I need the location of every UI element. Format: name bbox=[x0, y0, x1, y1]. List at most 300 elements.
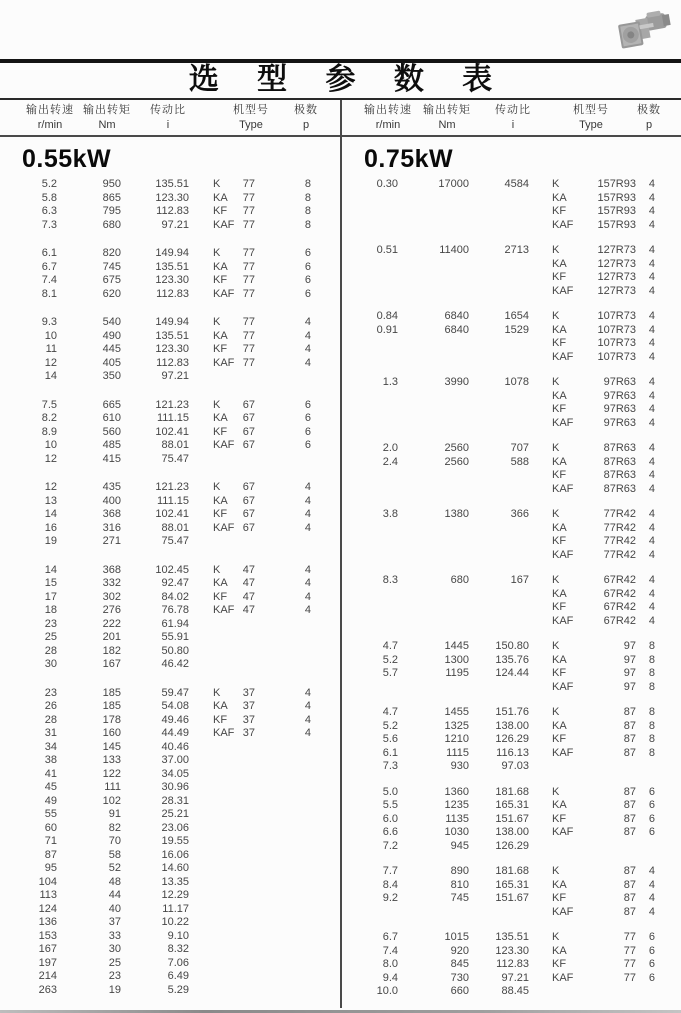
type-model-cell bbox=[239, 849, 255, 863]
poles-cell: 8 bbox=[648, 746, 655, 759]
torque-cell: 1015 bbox=[444, 931, 469, 943]
type-prefix-cell bbox=[189, 741, 239, 755]
speed-cell: 28 bbox=[44, 713, 57, 726]
table-row bbox=[342, 535, 681, 549]
table-row bbox=[342, 469, 681, 483]
poles-cell: 6 bbox=[304, 412, 311, 424]
speed-cell: 55 bbox=[44, 808, 57, 820]
speed-cell: 25 bbox=[44, 631, 57, 643]
poles-cell: 8 bbox=[648, 719, 655, 732]
poles-cell: 8 bbox=[648, 680, 655, 693]
ratio-cell: 135.51 bbox=[155, 178, 189, 190]
type-prefix-cell bbox=[189, 754, 239, 768]
table-row bbox=[0, 178, 340, 192]
speed-cell bbox=[342, 483, 398, 497]
poles-cell: 8 bbox=[648, 733, 655, 745]
type-model-cell: 67R42 bbox=[603, 574, 636, 586]
type-prefix-cell bbox=[189, 645, 239, 659]
row-group bbox=[342, 310, 681, 364]
speed-cell: 19 bbox=[44, 535, 57, 547]
table-row bbox=[0, 439, 340, 453]
torque-cell: 680 bbox=[450, 574, 469, 586]
torque-cell: 82 bbox=[108, 821, 121, 834]
torque-cell: 167 bbox=[102, 658, 121, 670]
torque-cell: 1235 bbox=[444, 799, 469, 811]
torque-cell bbox=[398, 549, 469, 563]
poles-cell: 4 bbox=[648, 244, 655, 256]
poles-cell: 4 bbox=[304, 604, 311, 616]
type-prefix-cell: K bbox=[552, 931, 560, 943]
poles-cell: 6 bbox=[304, 439, 311, 451]
speed-cell: 6.0 bbox=[382, 812, 398, 825]
ratio-cell bbox=[469, 906, 529, 920]
torque-cell: 182 bbox=[102, 644, 121, 657]
poles-cell bbox=[255, 889, 313, 903]
speed-cell: 7.3 bbox=[41, 218, 57, 231]
ratio-cell: 123.30 bbox=[495, 944, 529, 957]
ratio-cell: 97.03 bbox=[501, 760, 529, 772]
torque-cell bbox=[398, 615, 469, 629]
type-model-cell: 87 bbox=[623, 785, 636, 798]
header-torque: 输出转矩 Nm bbox=[423, 104, 471, 131]
type-model-cell: 77 bbox=[242, 356, 255, 369]
header-poles: 极数 p bbox=[294, 104, 318, 131]
poles-cell: 8 bbox=[304, 178, 311, 190]
poles-cell: 4 bbox=[648, 205, 655, 217]
torque-cell: 845 bbox=[450, 958, 469, 970]
ratio-cell: 75.47 bbox=[161, 452, 189, 465]
type-model-cell: 67 bbox=[242, 521, 255, 534]
poles-cell: 4 bbox=[648, 323, 655, 336]
speed-cell: 6.6 bbox=[382, 826, 398, 838]
table-row bbox=[342, 826, 681, 840]
speed-cell: 18 bbox=[44, 604, 57, 616]
speed-cell: 153 bbox=[38, 929, 57, 942]
torque-cell bbox=[398, 271, 469, 285]
speed-cell: 9.2 bbox=[382, 892, 398, 904]
table-row bbox=[0, 631, 340, 645]
ratio-cell: 2713 bbox=[504, 244, 529, 256]
poles-cell: 4 bbox=[648, 482, 655, 495]
speed-cell: 10.0 bbox=[376, 985, 398, 997]
torque-cell bbox=[398, 258, 469, 272]
type-prefix-cell bbox=[529, 840, 579, 854]
poles-cell bbox=[255, 370, 313, 384]
type-model-cell: 77 bbox=[242, 247, 255, 259]
table-row bbox=[342, 403, 681, 417]
table-row bbox=[0, 930, 340, 944]
type-prefix-cell: K bbox=[552, 178, 560, 190]
type-model-cell bbox=[239, 916, 255, 930]
poles-cell: 6 bbox=[648, 799, 655, 811]
ratio-cell: 23.06 bbox=[161, 821, 189, 834]
poles-cell: 8 bbox=[304, 191, 311, 204]
poles-cell: 4 bbox=[648, 284, 655, 297]
type-model-cell: 77R42 bbox=[603, 535, 636, 547]
type-prefix-cell: KF bbox=[213, 425, 228, 438]
table-row bbox=[342, 945, 681, 959]
poles-cell: 4 bbox=[648, 548, 655, 561]
type-prefix-cell bbox=[529, 760, 579, 774]
type-model-cell: 97 bbox=[623, 680, 636, 693]
type-prefix-cell bbox=[189, 889, 239, 903]
poles-cell bbox=[255, 535, 313, 549]
torque-cell: 1380 bbox=[444, 508, 469, 520]
speed-cell: 12 bbox=[44, 452, 57, 465]
ratio-cell: 121.23 bbox=[155, 481, 189, 493]
speed-cell: 8.3 bbox=[382, 574, 398, 586]
speed-cell: 5.2 bbox=[382, 719, 398, 732]
type-model-cell: 77 bbox=[242, 274, 255, 286]
ratio-cell: 181.68 bbox=[495, 865, 529, 877]
table-row bbox=[0, 343, 340, 357]
torque-cell: 11400 bbox=[439, 244, 469, 256]
torque-cell: 6840 bbox=[444, 323, 469, 336]
row-group bbox=[0, 564, 340, 672]
poles-cell bbox=[255, 781, 313, 795]
table-row bbox=[0, 795, 340, 809]
type-model-cell: 97R63 bbox=[603, 403, 636, 415]
ratio-cell: 28.31 bbox=[161, 794, 189, 807]
type-prefix-cell: KF bbox=[213, 713, 228, 726]
row-group bbox=[342, 931, 681, 999]
type-prefix-cell: KAF bbox=[213, 604, 235, 616]
ratio-cell: 30.96 bbox=[161, 781, 189, 793]
ratio-cell: 138.00 bbox=[495, 719, 529, 732]
type-prefix-cell: KA bbox=[552, 191, 567, 204]
speed-cell: 13 bbox=[44, 494, 57, 507]
header-poles: 极数 p bbox=[637, 104, 661, 131]
table-row bbox=[0, 564, 340, 578]
poles-cell: 4 bbox=[648, 601, 655, 613]
poles-cell: 4 bbox=[304, 343, 311, 355]
ratio-cell: 97.21 bbox=[161, 370, 189, 382]
table-row bbox=[342, 574, 681, 588]
torque-cell: 920 bbox=[450, 944, 469, 957]
torque-cell: 1445 bbox=[444, 640, 469, 652]
ratio-cell: 1654 bbox=[504, 310, 529, 322]
ratio-cell bbox=[469, 271, 529, 285]
type-model-cell: 97 bbox=[623, 640, 636, 652]
torque-cell: 133 bbox=[102, 754, 121, 766]
type-model-cell: 107R73 bbox=[597, 310, 636, 322]
type-prefix-cell: KA bbox=[552, 653, 567, 666]
type-prefix-cell: K bbox=[213, 178, 221, 190]
torque-cell: 675 bbox=[102, 274, 121, 286]
type-prefix-cell bbox=[189, 930, 239, 944]
ratio-cell: 151.67 bbox=[495, 892, 529, 904]
type-prefix-cell bbox=[189, 453, 239, 467]
torque-cell bbox=[398, 351, 469, 365]
table-row bbox=[0, 970, 340, 984]
table-row bbox=[0, 741, 340, 755]
ratio-cell bbox=[469, 403, 529, 417]
poles-cell: 4 bbox=[648, 310, 655, 322]
table-row bbox=[342, 549, 681, 563]
type-model-cell: 157R93 bbox=[597, 178, 636, 190]
type-model-cell: 87 bbox=[623, 826, 636, 838]
row-group bbox=[342, 640, 681, 694]
table-row bbox=[0, 943, 340, 957]
ratio-cell: 88.01 bbox=[161, 439, 189, 451]
torque-cell: 1210 bbox=[444, 733, 469, 745]
torque-cell: 435 bbox=[102, 481, 121, 493]
type-prefix-cell: KF bbox=[552, 892, 567, 904]
torque-cell: 2560 bbox=[444, 455, 469, 468]
ratio-cell: 75.47 bbox=[161, 535, 189, 547]
type-prefix-cell: KAF bbox=[552, 482, 574, 495]
type-prefix-cell: K bbox=[552, 508, 560, 520]
torque-cell: 445 bbox=[102, 343, 121, 355]
type-model-cell: 157R93 bbox=[597, 205, 636, 217]
ratio-cell: 46.42 bbox=[161, 658, 189, 670]
ratio-cell: 112.83 bbox=[156, 205, 189, 217]
speed-cell: 95 bbox=[44, 862, 57, 874]
speed-cell: 8.9 bbox=[41, 425, 57, 438]
speed-cell bbox=[342, 906, 398, 920]
poles-cell: 4 bbox=[648, 442, 655, 454]
row-group bbox=[342, 786, 681, 854]
type-model-cell: 47 bbox=[242, 604, 255, 616]
torque-cell: 40 bbox=[108, 902, 121, 915]
type-model-cell: 67R42 bbox=[603, 587, 636, 600]
torque-cell: 485 bbox=[102, 439, 121, 451]
type-model-cell bbox=[239, 822, 255, 836]
speed-cell bbox=[342, 219, 398, 233]
ratio-cell: 25.21 bbox=[161, 808, 189, 820]
ratio-cell: 102.41 bbox=[155, 425, 189, 438]
table-row bbox=[0, 876, 340, 890]
type-model-cell: 77 bbox=[623, 958, 636, 970]
ratio-cell bbox=[469, 219, 529, 233]
torque-cell: 810 bbox=[450, 878, 469, 891]
type-model-cell: 47 bbox=[242, 563, 255, 576]
type-prefix-cell: KAF bbox=[213, 521, 235, 534]
type-prefix-cell bbox=[189, 631, 239, 645]
table-row bbox=[342, 906, 681, 920]
poles-cell bbox=[636, 985, 659, 999]
header-type: 机型号 Type bbox=[573, 104, 609, 131]
table-row bbox=[342, 244, 681, 258]
header-ratio: 传动比 i bbox=[150, 104, 186, 131]
type-model-cell: 97 bbox=[623, 667, 636, 679]
torque-cell: 1135 bbox=[445, 812, 469, 825]
type-model-cell: 87 bbox=[623, 746, 636, 759]
ratio-cell: 37.00 bbox=[161, 754, 189, 766]
table-row bbox=[0, 205, 340, 219]
type-prefix-cell: K bbox=[552, 574, 560, 586]
speed-cell: 15 bbox=[44, 577, 57, 589]
table-row bbox=[0, 984, 340, 998]
poles-cell: 4 bbox=[648, 521, 655, 534]
ratio-cell: 7.06 bbox=[167, 956, 189, 969]
table-row bbox=[342, 376, 681, 390]
table-row bbox=[0, 357, 340, 371]
table-row bbox=[0, 577, 340, 591]
torque-cell: 1455 bbox=[444, 706, 469, 718]
type-model-cell: 87R63 bbox=[603, 482, 636, 495]
type-model-cell: 97R63 bbox=[603, 416, 636, 429]
ratio-cell: 151.76 bbox=[495, 706, 529, 718]
type-prefix-cell: KF bbox=[213, 508, 228, 520]
type-prefix-cell: K bbox=[552, 442, 560, 454]
poles-cell: 4 bbox=[648, 508, 655, 520]
speed-cell: 7.2 bbox=[382, 839, 398, 852]
type-model-cell: 67 bbox=[242, 439, 255, 451]
type-prefix-cell: KAF bbox=[213, 727, 235, 739]
speed-cell: 7.3 bbox=[382, 760, 398, 772]
poles-cell bbox=[636, 760, 659, 774]
type-model-cell bbox=[579, 840, 636, 854]
speed-cell: 0.91 bbox=[376, 323, 398, 336]
table-row bbox=[342, 324, 681, 338]
ratio-cell: 50.80 bbox=[161, 644, 189, 657]
table-row bbox=[0, 916, 340, 930]
speed-cell bbox=[342, 258, 398, 272]
table-row bbox=[0, 903, 340, 917]
poles-cell: 8 bbox=[304, 205, 311, 217]
torque-cell: 70 bbox=[108, 835, 121, 847]
type-model-cell: 77 bbox=[242, 218, 255, 231]
table-row bbox=[0, 370, 340, 384]
table-row bbox=[0, 219, 340, 233]
table-row bbox=[0, 645, 340, 659]
speed-cell: 30 bbox=[44, 658, 57, 670]
speed-cell: 104 bbox=[38, 875, 57, 888]
page-title: 选 型 参 数 表 bbox=[188, 63, 508, 96]
ratio-cell bbox=[469, 615, 529, 629]
speed-cell: 10 bbox=[44, 329, 57, 342]
speed-cell bbox=[342, 615, 398, 629]
poles-cell: 4 bbox=[304, 521, 311, 534]
torque-cell bbox=[398, 681, 469, 695]
poles-cell: 4 bbox=[648, 191, 655, 204]
table-row bbox=[0, 591, 340, 605]
type-model-cell: 127R73 bbox=[597, 244, 636, 256]
type-prefix-cell bbox=[189, 835, 239, 849]
table-row bbox=[0, 862, 340, 876]
speed-cell: 23 bbox=[44, 617, 57, 630]
speed-cell: 2.4 bbox=[382, 455, 398, 468]
ratio-cell: 123.30 bbox=[155, 343, 189, 355]
speed-cell bbox=[342, 271, 398, 285]
type-prefix-cell: K bbox=[552, 640, 560, 652]
ratio-cell: 111.15 bbox=[156, 412, 189, 424]
type-prefix-cell: K bbox=[213, 247, 221, 259]
type-prefix-cell: K bbox=[552, 376, 560, 388]
type-model-cell: 37 bbox=[242, 700, 255, 712]
speed-cell bbox=[342, 549, 398, 563]
ratio-cell: 112.83 bbox=[496, 958, 529, 970]
type-prefix-cell: KA bbox=[213, 494, 228, 507]
ratio-cell: 4584 bbox=[504, 178, 529, 190]
ratio-cell: 76.78 bbox=[161, 604, 189, 616]
table-row bbox=[342, 390, 681, 404]
speed-cell: 5.2 bbox=[382, 653, 398, 666]
ratio-cell bbox=[469, 535, 529, 549]
torque-cell: 930 bbox=[450, 760, 469, 772]
type-model-cell: 77 bbox=[242, 191, 255, 204]
torque-cell: 276 bbox=[102, 604, 121, 616]
row-group bbox=[0, 316, 340, 384]
type-prefix-cell: K bbox=[552, 706, 560, 718]
type-prefix-cell bbox=[189, 535, 239, 549]
speed-cell: 5.8 bbox=[41, 191, 57, 204]
speed-cell bbox=[342, 522, 398, 536]
torque-cell bbox=[398, 483, 469, 497]
type-prefix-cell: KF bbox=[552, 733, 567, 745]
table-row bbox=[0, 849, 340, 863]
torque-cell: 1360 bbox=[444, 785, 469, 798]
type-prefix-cell: KF bbox=[552, 812, 567, 825]
speed-cell: 7.4 bbox=[382, 944, 398, 957]
type-prefix-cell: KAF bbox=[552, 350, 574, 363]
type-model-cell: 67 bbox=[242, 508, 255, 520]
ratio-cell: 84.02 bbox=[161, 590, 189, 603]
type-model-cell: 47 bbox=[242, 590, 255, 603]
type-model-cell: 87 bbox=[623, 733, 636, 745]
type-model-cell: 67R42 bbox=[603, 601, 636, 613]
type-prefix-cell: KAF bbox=[552, 218, 574, 231]
type-prefix-cell: KA bbox=[552, 878, 567, 891]
torque-cell: 490 bbox=[102, 329, 121, 342]
type-model-cell: 107R73 bbox=[597, 323, 636, 336]
type-model-cell: 87 bbox=[623, 905, 636, 918]
type-model-cell bbox=[239, 903, 255, 917]
table-row bbox=[342, 271, 681, 285]
row-group bbox=[0, 178, 340, 232]
ratio-cell: 135.51 bbox=[495, 931, 529, 943]
type-prefix-cell: KF bbox=[213, 590, 228, 603]
row-group bbox=[0, 247, 340, 301]
type-model-cell bbox=[239, 645, 255, 659]
type-prefix-cell: KA bbox=[552, 389, 567, 402]
table-row bbox=[0, 453, 340, 467]
ratio-cell: 6.49 bbox=[167, 970, 189, 982]
column-headers-right bbox=[341, 103, 681, 135]
row-group bbox=[342, 574, 681, 628]
poles-cell: 4 bbox=[304, 481, 311, 493]
speed-cell bbox=[342, 417, 398, 431]
speed-cell: 31 bbox=[44, 727, 57, 739]
type-model-cell bbox=[239, 631, 255, 645]
poles-cell: 4 bbox=[648, 350, 655, 363]
table-row bbox=[0, 714, 340, 728]
torque-cell: 122 bbox=[102, 767, 121, 780]
ratio-cell: 10.22 bbox=[161, 916, 189, 928]
type-prefix-cell: KF bbox=[552, 535, 567, 547]
ratio-cell: 97.21 bbox=[161, 218, 189, 231]
poles-cell: 6 bbox=[648, 958, 655, 970]
type-prefix-cell bbox=[189, 984, 239, 998]
ratio-cell: 16.06 bbox=[161, 848, 189, 861]
type-model-cell: 77 bbox=[242, 260, 255, 273]
torque-cell: 945 bbox=[450, 839, 469, 852]
speed-cell: 6.1 bbox=[382, 746, 398, 759]
row-group bbox=[342, 442, 681, 496]
table-row bbox=[342, 310, 681, 324]
torque-cell: 201 bbox=[102, 631, 121, 643]
type-prefix-cell: KA bbox=[213, 577, 228, 589]
type-model-cell: 157R93 bbox=[597, 218, 636, 231]
torque-cell: 271 bbox=[102, 535, 121, 547]
poles-cell bbox=[255, 862, 313, 876]
table-row bbox=[342, 640, 681, 654]
speed-cell: 14 bbox=[44, 370, 57, 382]
speed-cell: 49 bbox=[44, 794, 57, 807]
ratio-cell bbox=[469, 601, 529, 615]
type-prefix-cell: KAF bbox=[552, 905, 574, 918]
